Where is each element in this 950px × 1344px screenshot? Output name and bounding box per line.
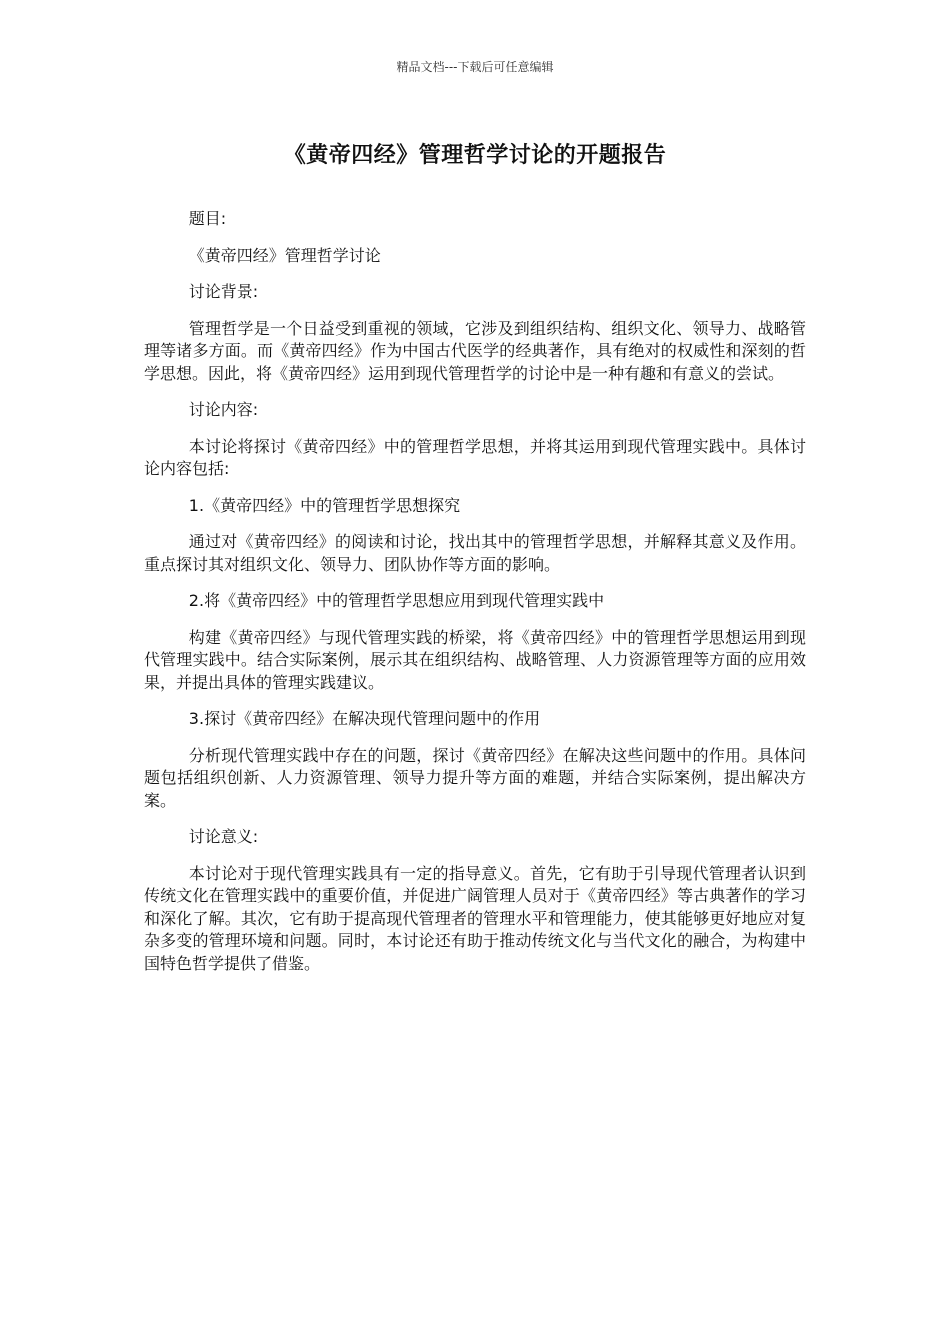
background-paragraph: 管理哲学是一个日益受到重视的领域，它涉及到组织结构、组织文化、领导力、战略管理等诸多方面。而《黄帝四经》作为中国古代医学的经典著作，具有绝对的权威性和深刻的哲学思想。因此，将《黄帝四经》运用到现代管理哲学的讨论中是一种有趣和有意义的尝试。 [144, 318, 806, 383]
topic-text: 《黄帝四经》管理哲学讨论 [188, 245, 381, 265]
content-item-2-heading: 2.将《黄帝四经》中的管理哲学思想应用到现代管理实践中 [188, 591, 605, 610]
document-body [144, 208, 806, 989]
content-item-3-heading: 3.探讨《黄帝四经》在解决现代管理问题中的作用 [188, 709, 541, 728]
header-note: 精品文档---下载后可任意编辑 [396, 60, 554, 74]
content-item-2-paragraph: 构建《黄帝四经》与现代管理实践的桥梁，将《黄帝四经》中的管理哲学思想运用到现代管理实践中。结合实际案例，展示其在组织结构、战略管理、人力资源管理等方面的应用效果，并提出具体的管理实践建议。 [144, 627, 806, 692]
content-item-1-paragraph: 通过对《黄帝四经》的阅读和讨论，找出其中的管理哲学思想，并解释其意义及作用。重点探讨其对组织文化、领导力、团队协作等方面的影响。 [144, 532, 806, 574]
document-title: 《黄帝四经》管理哲学讨论的开题报告 [283, 143, 667, 168]
label-significance: 讨论意义: [188, 827, 259, 846]
significance-paragraph: 本讨论对于现代管理实践具有一定的指导意义。首先，它有助于引导现代管理者认识到传统文化在管理实践中的重要价值，并促进广阔管理人员对于《黄帝四经》等古典著作的学习和深化了解。其次，它有助于提高现代管理者的管理水平和管理能力，使其能够更好地应对复杂多变的管理环境和问题。同时，本讨论还有助于推动传统文化与当代文化的融合，为构建中国特色哲学提供了借鉴。 [144, 863, 806, 973]
content-intro-paragraph: 本讨论将探讨《黄帝四经》中的管理哲学思想，并将其运用到现代管理实践中。具体讨论内容包括: [144, 436, 806, 478]
content-item-3-paragraph: 分析现代管理实践中存在的问题，探讨《黄帝四经》在解决这些问题中的作用。具体问题包括组织创新、人力资源管理、领导力提升等方面的难题，并结合实际案例，提出解决方案。 [144, 745, 806, 810]
content-item-1-heading: 1.《黄帝四经》中的管理哲学思想探究 [188, 495, 461, 515]
label-content: 讨论内容: [188, 400, 259, 419]
label-topic: 题目: [188, 209, 227, 228]
label-background: 讨论背景: [188, 282, 259, 301]
